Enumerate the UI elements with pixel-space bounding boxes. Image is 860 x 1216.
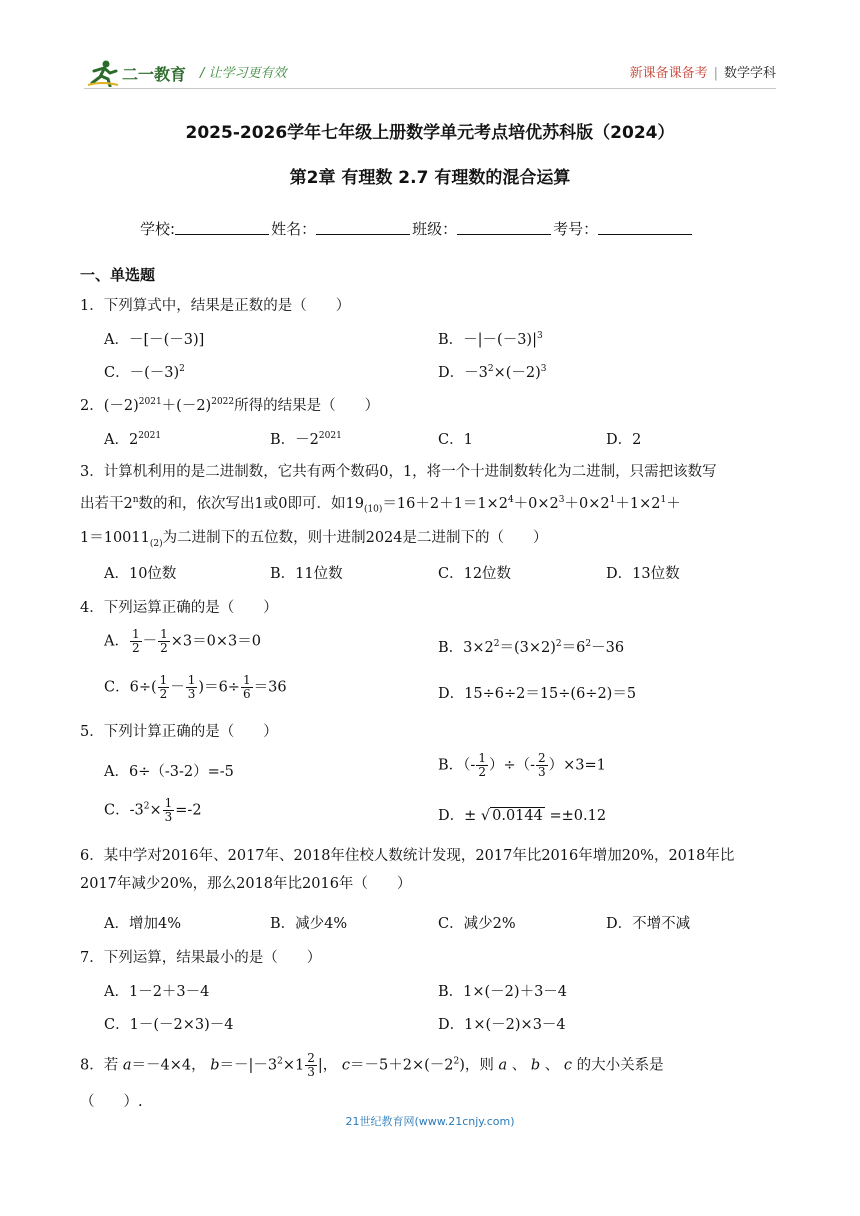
- q5-option-a[interactable]: A．6÷（-3-2）=-5: [104, 764, 234, 780]
- q6-option-a[interactable]: A．增加4%: [104, 916, 181, 932]
- question-5: 5．下列计算正确的是（ ）: [80, 724, 278, 740]
- q7-option-a[interactable]: A．1－2＋3－4: [104, 984, 210, 1000]
- q1-option-d[interactable]: D．$-3^2\times(-2)^3$: [438, 364, 547, 381]
- question-2: 2．$(-2)^{2021}+(-2)^{2022}$所得的结果是（ ）: [80, 397, 380, 414]
- q5-option-d[interactable]: D．± √ 0.0144 =±0.12: [438, 808, 607, 824]
- q3-option-b[interactable]: B．11位数: [270, 566, 343, 582]
- q2-option-d[interactable]: D．2: [606, 432, 642, 448]
- number-label: 考号：: [553, 220, 599, 238]
- question-8: 8．若 a＝－4×4， $b=-|-3^2\times 1$ $\frac{2}{3}$ |， $c=-5+2\times(-2^2)$，则 a 、 b 、 c 的大小关系是: [80, 1051, 664, 1079]
- q7-option-c[interactable]: C．1－(－2×3)－4: [104, 1017, 234, 1033]
- q4-option-b[interactable]: B．$3\times 2^2=(3\times 2)^2=6^2-36$: [438, 639, 625, 656]
- question-3: [80, 458, 780, 558]
- class-label: 班级：: [412, 220, 458, 238]
- runner-logo-icon: [86, 59, 120, 87]
- header-divider: [84, 88, 776, 89]
- q6-option-d[interactable]: D．不增不减: [606, 916, 691, 932]
- school-label: 学校:: [140, 220, 176, 238]
- q6-option-c[interactable]: C．减少2%: [438, 916, 516, 932]
- q2-option-a[interactable]: A．$2^{2021}$: [104, 431, 162, 448]
- footer-link[interactable]: 21世纪教育网(www.21cnjy.com): [345, 1115, 515, 1128]
- brand-name: 二一教育: [122, 64, 187, 84]
- q2-tail: 所得的结果是（ ）: [234, 398, 380, 414]
- q5-option-b[interactable]: B．（- $\frac{1}{2}$ ）÷（- $\frac{2}{3}$ ）×3=1: [438, 751, 606, 779]
- q3-line-2: 出若干2$^n$数的和，依次写出1或0即可．如$19_{(10)}=16+2+1=1\times 2^4+0\times 2^3+0\times 2^1+1\times 2^1+$: [80, 495, 681, 515]
- question-4: 4．下列运算正确的是（ ）: [80, 600, 278, 616]
- school-blank[interactable]: [175, 218, 269, 235]
- q4-option-a[interactable]: A． $\frac{1}{2}$ － $\frac{1}{2}$ ×3＝0×3＝0: [104, 627, 261, 655]
- question-7: 7．下列运算，结果最小的是（ ）: [80, 950, 322, 966]
- header-tag-2: 数学学科: [723, 66, 776, 81]
- q1-option-a[interactable]: A．－[－(－3)]: [104, 332, 205, 348]
- header-tag-1: 新课备课备考: [629, 66, 708, 81]
- q3-option-a[interactable]: A．10位数: [104, 566, 177, 582]
- name-label: 姓名：: [271, 220, 317, 238]
- q2-option-b[interactable]: B．$-2^{2021}$: [270, 431, 342, 448]
- q3-line-3: $1=10011_{(2)}$为二进制下的五位数，则十进制2024是二进制下的（ ）: [80, 529, 548, 549]
- q3-option-d[interactable]: D．13位数: [606, 566, 680, 582]
- q3-line-3-tail: 为二进制下的五位数，则十进制2024是二进制下的（ ）: [162, 529, 548, 546]
- doc-subtitle: 第2章 有理数 2.7 有理数的混合运算: [289, 168, 571, 188]
- q7-option-d[interactable]: D．1×(－2)×3－4: [438, 1017, 566, 1033]
- question-1: 1．下列算式中，结果是正数的是（ ）: [80, 298, 351, 314]
- q1-option-b[interactable]: B．$-|-(-3)|^3$: [438, 331, 543, 348]
- header-separator: |: [713, 66, 718, 81]
- q6-line-1: 6．某中学对2016年、2017年、2018年住校人数统计发现，2017年比2016年增加20%，2018年比: [80, 848, 735, 864]
- header-tags: [630, 62, 776, 81]
- name-blank[interactable]: [316, 218, 410, 235]
- student-info: [140, 218, 694, 239]
- brand-logo: [86, 58, 186, 88]
- section-heading: 一、单选题: [80, 266, 156, 284]
- class-blank[interactable]: [457, 218, 551, 235]
- q3-option-c[interactable]: C．12位数: [438, 566, 512, 582]
- q6-option-b[interactable]: B．减少4%: [270, 916, 348, 932]
- q1-option-c[interactable]: C．$-(-3)^2$: [104, 364, 185, 381]
- doc-title: 2025-2026学年七年级上册数学单元考点培优苏科版（2024）: [185, 123, 675, 143]
- q2-option-c[interactable]: C．1: [438, 432, 473, 448]
- q7-option-b[interactable]: B．1×(－2)＋3－4: [438, 984, 568, 1000]
- slogan: / 让学习更有效: [200, 66, 287, 81]
- q3-line-1: 3．计算机利用的是二进制数，它共有两个数码0，1，将一个十进制数转化为二进制，只需把该数写: [80, 464, 717, 480]
- q8-line-2: （ ）.: [80, 1094, 143, 1110]
- question-6: [80, 842, 780, 898]
- q4-option-d[interactable]: D．15÷6÷2＝15÷(6÷2)＝5: [438, 686, 637, 702]
- q5-option-c[interactable]: C．$-3^2\times$ $\frac{1}{3}$ =-2: [104, 796, 202, 824]
- q4-option-c[interactable]: C．6÷( $\frac{1}{2}$ － $\frac{1}{3}$ )＝6÷ $\frac{1}{6}$ ＝36: [104, 673, 287, 701]
- q6-line-2: 2017年减少20%，那么2018年比2016年（ ）: [80, 876, 412, 892]
- number-blank[interactable]: [598, 218, 692, 235]
